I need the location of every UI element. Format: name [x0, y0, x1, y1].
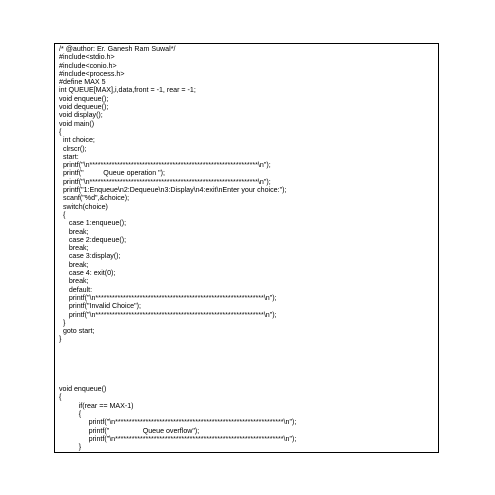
code-line: printf("\n*************************************************************\n");	[59, 177, 271, 186]
code-line: void enqueue();	[59, 94, 109, 103]
code-line: default:	[59, 285, 93, 294]
code-line	[59, 377, 296, 385]
code-line	[59, 360, 296, 368]
code-line: case 1:enqueue();	[59, 219, 127, 228]
code-line: {	[59, 393, 62, 402]
code-line: int QUEUE[MAX],i,data,front = -1, rear = -1;	[59, 86, 196, 95]
code-line: case 3:display();	[59, 252, 121, 261]
code-line: break;	[59, 227, 89, 236]
code-line: #define MAX 5	[59, 78, 106, 87]
code-line: case 4: exit(0);	[59, 269, 116, 278]
code-line: int choice;	[59, 136, 95, 145]
code-line: printf("\n*************************************************************\n");	[59, 161, 271, 170]
code-line: /* @author: Er. Ganesh Ram Suwal*/	[59, 45, 176, 53]
code-line: printf(" Queue overflow");	[59, 426, 200, 435]
code-line: printf("\n*************************************************************\n");	[59, 418, 297, 427]
code-line: if(rear == MAX-1)	[59, 401, 134, 410]
code-line: printf("\n*************************************************************\n");	[59, 434, 297, 443]
code-line	[59, 369, 296, 377]
code-line: switch(choice)	[59, 202, 108, 211]
code-line: }	[59, 335, 62, 344]
code-line: break;	[59, 277, 89, 286]
code-line: void dequeue();	[59, 103, 109, 112]
code-line: {	[59, 410, 82, 419]
code-listing	[59, 45, 296, 452]
code-line: clrscr();	[59, 144, 87, 153]
code-line: start:	[59, 152, 79, 161]
code-line: printf(" Queue operation ");	[59, 169, 165, 178]
code-line: printf("\n*************************************************************\n");	[59, 293, 277, 302]
code-line: }	[59, 443, 82, 452]
code-line: void main()	[59, 119, 95, 128]
code-line: {	[59, 127, 62, 136]
code-line: void enqueue()	[59, 385, 107, 394]
code-line: void display();	[59, 111, 103, 120]
code-line: #include<process.h>	[59, 69, 125, 78]
code-line: printf("Invalid Choice");	[59, 302, 141, 311]
code-line: break;	[59, 244, 89, 253]
code-document-frame	[54, 43, 439, 453]
code-line: printf("1:Enqueue\n2:Dequeue\n3:Display\n4:exit\nEnter your choice:");	[59, 186, 287, 195]
code-line: }	[59, 318, 66, 327]
code-line: scanf("%d",&choice);	[59, 194, 130, 203]
code-line: goto start;	[59, 327, 95, 336]
code-line: #include<conio.h>	[59, 61, 117, 70]
code-line: break;	[59, 260, 89, 269]
code-line: #include<stdio.h>	[59, 53, 115, 62]
code-line	[59, 344, 296, 352]
code-line	[59, 352, 296, 360]
code-line: printf("\n*************************************************************\n");	[59, 310, 277, 319]
code-line: {	[59, 210, 66, 219]
code-line: case 2:dequeue();	[59, 235, 127, 244]
